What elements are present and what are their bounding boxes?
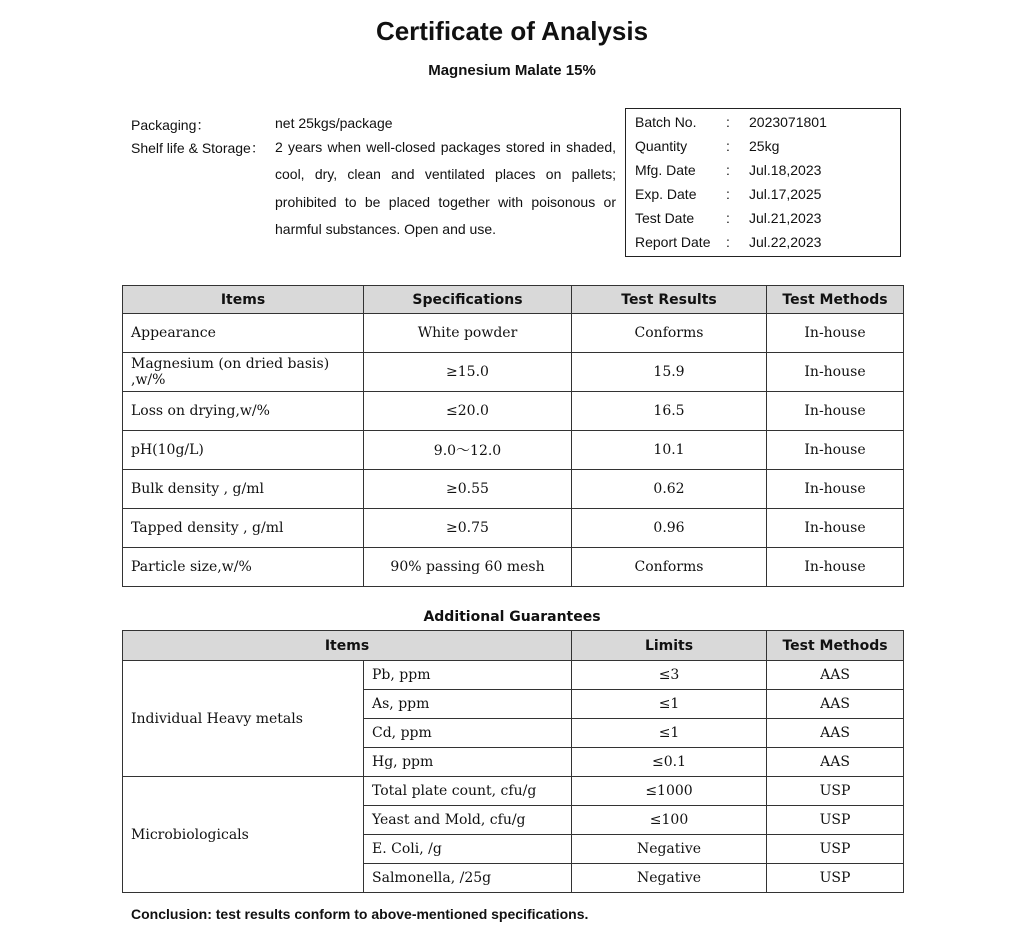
item-cell: Hg, ppm bbox=[364, 748, 572, 777]
item-cell: Total plate count, cfu/g bbox=[364, 777, 572, 806]
result-cell: 10.1 bbox=[572, 431, 767, 470]
result-cell: Conforms bbox=[572, 314, 767, 353]
specifications-table bbox=[122, 285, 904, 587]
item-cell: E. Coli, /g bbox=[364, 835, 572, 864]
limit-cell: Negative bbox=[572, 864, 767, 893]
batch-info-box bbox=[625, 108, 901, 257]
specification-cell: ≥0.75 bbox=[364, 509, 572, 548]
limit-cell: ≤0.1 bbox=[572, 748, 767, 777]
method-cell: AAS bbox=[767, 661, 904, 690]
exp-date-label: Exp. Date bbox=[635, 186, 697, 202]
batch-label: Batch No. bbox=[635, 114, 697, 130]
table-header-row bbox=[123, 631, 904, 661]
table-row bbox=[123, 509, 904, 548]
document-title: Certificate of Analysis bbox=[375, 16, 649, 46]
method-cell: USP bbox=[767, 864, 904, 893]
mfg-date-value: Jul.18,2023 bbox=[749, 162, 822, 178]
item-cell: Magnesium (on dried basis) ,w/% bbox=[123, 353, 364, 392]
table-row bbox=[123, 431, 904, 470]
mfg-date-label: Mfg. Date bbox=[635, 162, 696, 178]
method-cell: In-house bbox=[767, 470, 904, 509]
table-row bbox=[123, 353, 904, 392]
group-microbiologicals: Microbiologicals bbox=[123, 777, 364, 893]
test-date-row bbox=[626, 210, 900, 230]
result-cell: 16.5 bbox=[572, 392, 767, 431]
method-cell: In-house bbox=[767, 314, 904, 353]
item-cell: Yeast and Mold, cfu/g bbox=[364, 806, 572, 835]
specification-cell: ≤20.0 bbox=[364, 392, 572, 431]
table-row bbox=[123, 470, 904, 509]
specification-cell: White powder bbox=[364, 314, 572, 353]
method-cell: In-house bbox=[767, 431, 904, 470]
column-header-limits: Limits bbox=[572, 631, 767, 661]
product-name: Magnesium Malate 15% bbox=[428, 62, 596, 79]
method-cell: USP bbox=[767, 835, 904, 864]
report-date-value: Jul.22,2023 bbox=[749, 234, 822, 250]
additional-guarantees-title: Additional Guarantees bbox=[423, 609, 601, 625]
method-cell: AAS bbox=[767, 748, 904, 777]
column-header-test-results: Test Results bbox=[572, 286, 767, 314]
item-cell: Tapped density , g/ml bbox=[123, 509, 364, 548]
item-cell: Salmonella, /25g bbox=[364, 864, 572, 893]
column-header-test-methods: Test Methods bbox=[767, 631, 904, 661]
quantity-value: 25kg bbox=[749, 138, 780, 154]
item-cell: As, ppm bbox=[364, 690, 572, 719]
quantity-label: Quantity bbox=[635, 138, 688, 154]
column-header-specifications: Specifications bbox=[364, 286, 572, 314]
quantity-row bbox=[626, 138, 900, 158]
table-row bbox=[123, 314, 904, 353]
limit-cell: ≤1 bbox=[572, 719, 767, 748]
column-header-items: Items bbox=[123, 631, 572, 661]
method-cell: AAS bbox=[767, 719, 904, 748]
batch-separator: : bbox=[726, 114, 730, 130]
result-cell: 0.62 bbox=[572, 470, 767, 509]
specification-cell: ≥15.0 bbox=[364, 353, 572, 392]
table-header-row bbox=[123, 286, 904, 314]
item-cell: Loss on drying,w/% bbox=[123, 392, 364, 431]
specification-cell: 90% passing 60 mesh bbox=[364, 548, 572, 587]
item-cell: pH(10g/L) bbox=[123, 431, 364, 470]
result-cell: 0.96 bbox=[572, 509, 767, 548]
shelf-life-label: Shelf life & Storage： bbox=[131, 140, 265, 156]
table-row bbox=[123, 548, 904, 587]
limit-cell: Negative bbox=[572, 835, 767, 864]
column-header-items: Items bbox=[123, 286, 364, 314]
batch-value: 2023071801 bbox=[749, 114, 827, 130]
report-date-label: Report Date bbox=[635, 234, 711, 250]
limit-cell: ≤100 bbox=[572, 806, 767, 835]
limit-cell: ≤3 bbox=[572, 661, 767, 690]
conclusion-text: Conclusion: test results conform to above-mentioned specifications. bbox=[131, 906, 589, 922]
method-cell: In-house bbox=[767, 392, 904, 431]
specification-cell: 9.0～12.0 bbox=[364, 431, 572, 470]
exp-date-row bbox=[626, 186, 900, 206]
report-date-row bbox=[626, 234, 900, 254]
result-cell: 15.9 bbox=[572, 353, 767, 392]
quantity-separator: : bbox=[726, 138, 730, 154]
batch-row bbox=[626, 114, 900, 134]
mfg-date-row bbox=[626, 162, 900, 182]
test-date-separator: : bbox=[726, 210, 730, 226]
packaging-value: net 25kgs/package bbox=[275, 115, 393, 131]
limit-cell: ≤1000 bbox=[572, 777, 767, 806]
method-cell: In-house bbox=[767, 548, 904, 587]
method-cell: In-house bbox=[767, 509, 904, 548]
mfg-date-separator: : bbox=[726, 162, 730, 178]
report-date-separator: : bbox=[726, 234, 730, 250]
table-row bbox=[123, 777, 904, 806]
exp-date-separator: : bbox=[726, 186, 730, 202]
item-cell: Bulk density , g/ml bbox=[123, 470, 364, 509]
table-row bbox=[123, 392, 904, 431]
item-cell: Appearance bbox=[123, 314, 364, 353]
method-cell: In-house bbox=[767, 353, 904, 392]
method-cell: USP bbox=[767, 806, 904, 835]
group-heavy-metals: Individual Heavy metals bbox=[123, 661, 364, 777]
packaging-label: Packaging： bbox=[131, 117, 211, 133]
item-cell: Pb, ppm bbox=[364, 661, 572, 690]
column-header-test-methods: Test Methods bbox=[767, 286, 904, 314]
test-date-value: Jul.21,2023 bbox=[749, 210, 822, 226]
exp-date-value: Jul.17,2025 bbox=[749, 186, 822, 202]
specification-cell: ≥0.55 bbox=[364, 470, 572, 509]
test-date-label: Test Date bbox=[635, 210, 695, 226]
result-cell: Conforms bbox=[572, 548, 767, 587]
table-row bbox=[123, 661, 904, 690]
item-cell: Cd, ppm bbox=[364, 719, 572, 748]
additional-guarantees-table bbox=[122, 630, 904, 893]
method-cell: AAS bbox=[767, 690, 904, 719]
item-cell: Particle size,w/% bbox=[123, 548, 364, 587]
shelf-life-value: 2 years when well-closed packages stored in shaded, cool, dry, clean and ventilated places on pallets; prohibited to be placed together with poisonous or harmful substances. Open and use. bbox=[275, 139, 616, 237]
method-cell: USP bbox=[767, 777, 904, 806]
limit-cell: ≤1 bbox=[572, 690, 767, 719]
